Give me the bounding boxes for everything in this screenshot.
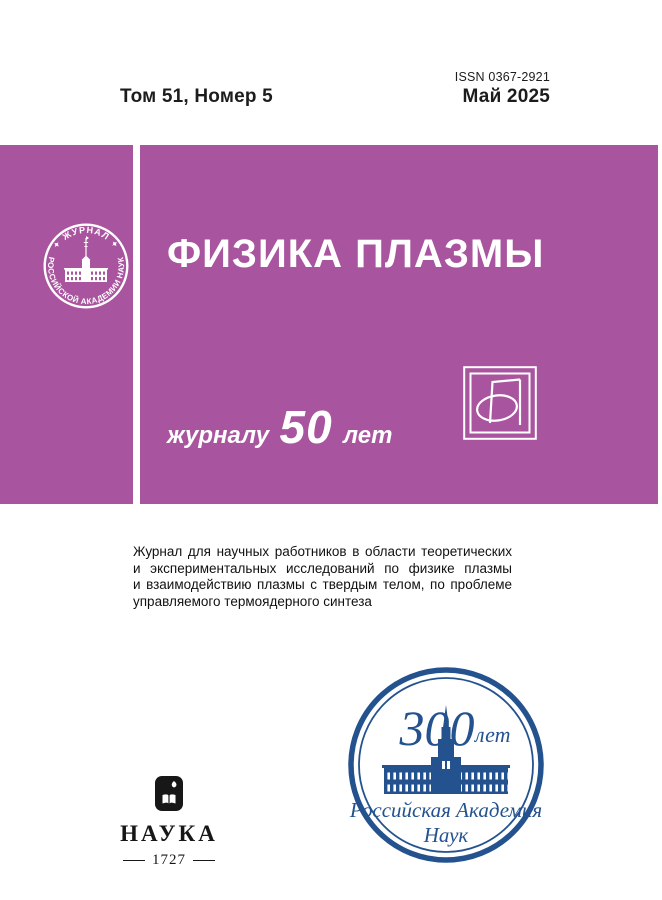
publisher-founded: [99, 852, 239, 869]
journal-title: ФИЗИКА ПЛАЗМЫ: [167, 232, 545, 276]
description-line: и взаимодействию плазмы с твердым телом, по проблеме: [133, 577, 512, 592]
fp-monogram-icon: [463, 366, 537, 440]
publisher-logo: [99, 775, 239, 869]
anniversary-number: 50: [279, 401, 333, 453]
ras-journal-seal-icon: [43, 223, 129, 309]
emblem-let: лет: [475, 722, 511, 747]
anniversary-suffix: лет: [343, 422, 393, 449]
journal-description: [133, 544, 512, 610]
issn: ISSN 0367-2921: [454, 70, 550, 84]
emblem-line1: Российская Академия: [349, 798, 543, 822]
volume-issue: Том 51, Номер 5: [120, 86, 273, 107]
cover-banner: [0, 145, 658, 504]
emblem-300: 300: [399, 700, 475, 756]
founded-year: 1727: [152, 852, 186, 868]
spine-stripe: [133, 145, 140, 504]
ras-300-years-emblem: [346, 665, 546, 865]
issue-date: Май 2025: [462, 86, 550, 107]
seal-top-text: ✦ ЖУРНАЛ ✦: [50, 224, 122, 251]
anniversary-prefix: журналу: [167, 422, 270, 449]
dash-right: [193, 860, 215, 862]
header-right: [455, 70, 550, 108]
academy-building-icon: [64, 236, 108, 282]
description-line: Журнал для научных работников в области теоретических: [133, 544, 512, 559]
description-line: и экспериментальных исследований по физике плазмы: [133, 560, 512, 576]
dash-left: [123, 860, 145, 862]
publisher-name: НАУКА: [120, 821, 218, 846]
nauka-emblem-icon: [154, 775, 184, 812]
description-line: управляемого термоядерного синтеза: [133, 593, 372, 609]
emblem-line2: Наук: [423, 823, 469, 847]
anniversary-line: [167, 400, 392, 454]
seal-bottom-text: РОССИЙСКОЙ АКАДЕМИИ НАУК: [45, 256, 127, 307]
